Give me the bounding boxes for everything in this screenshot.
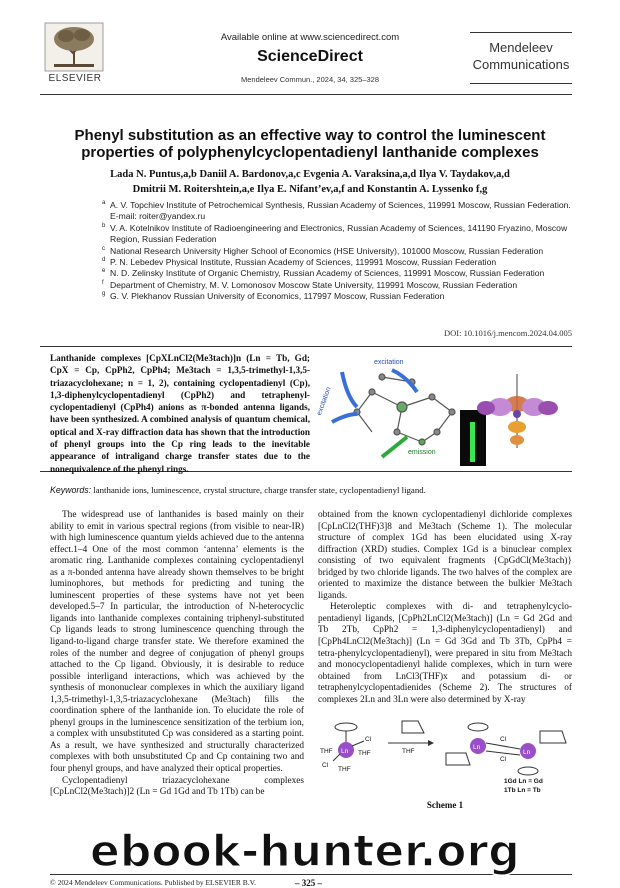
cp-ring <box>335 723 357 731</box>
graphical-abstract-image <box>312 352 574 468</box>
body-column-left <box>50 510 304 799</box>
cp-ring <box>518 767 538 775</box>
affiliation-text: National Research University Higher School of Economics (HSE University), 101000 Moscow, Russian Federation <box>110 245 544 256</box>
keywords <box>50 485 570 495</box>
bond <box>486 751 520 755</box>
excitation-label: excitation <box>315 386 333 417</box>
article-title <box>60 127 560 161</box>
affiliation-item <box>102 268 572 279</box>
copyright-line: © 2024 Mendeleev Communications. Published by ELSEVIER B.V. <box>50 878 256 887</box>
doi-link[interactable]: DOI: 10.1016/j.mencom.2024.04.005 <box>444 328 572 338</box>
affiliation-mark: f <box>102 279 104 286</box>
affiliation-text: A. V. Topchiev Institute of Petrochemical Synthesis, Russian Academy of Sciences, 119991 Moscow, Russian Federation. E-mail: roiter@yandex.ru <box>110 200 571 222</box>
cp-ring <box>468 723 488 731</box>
watermark-text: ebook-hunter.org <box>90 826 520 876</box>
reaction-condition: THF <box>402 748 415 755</box>
legend-1gd: 1Gd Ln = Gd <box>504 778 543 785</box>
thf-label: THF <box>320 748 333 755</box>
authors-line1: Lada N. Puntus,a,b Daniil A. Bardonov,a,c Evgenia A. Varaksina,a,d Ilya V. Taydakov,a,d <box>110 169 510 180</box>
affiliation-mark: d <box>102 257 106 264</box>
emission-arrow <box>382 437 407 457</box>
scheme-caption: Scheme 1 <box>426 800 464 810</box>
bond <box>333 754 340 761</box>
affiliation-text: G. V. Plekhanov Russian University of Economics, 117997 Moscow, Russian Federation <box>110 291 445 302</box>
affiliations <box>102 200 572 303</box>
affiliation-mark: e <box>102 268 106 275</box>
arrowhead <box>428 740 434 746</box>
affiliation-item <box>102 280 572 291</box>
body-column-right <box>318 510 572 706</box>
thf-label: THF <box>338 766 351 773</box>
emission-label: emission <box>408 449 436 456</box>
title-line1: Phenyl substitution as an effective way to control the luminescent <box>74 127 546 144</box>
graphical-abstract-text: Lanthanide complexes [CpXLnCl2(Me3tach)]n (Ln = Tb, Gd; CpX = Cp, CpPh2, CpPh4; Me3tach = 1,3,5-trimethyl-1,3,5-triazacyclohexane; n = 1, 2), containing cyclopentadienyl (Cp), 1,3-diphenylcyclopentadienyl (CpPh2) and tetraphenyl-cyclopentadienyl (CpPh4) anions as π-bonded antenna ligands, have been synthesized. A combined analysis of quantum chemical, optical and X-ray diffraction data has shown that the introduction of phenyl groups into the Cp ring leads to the inevitable appearance of intraligand charge transfer states due to the nonequivalence of the phenyl rings. <box>50 353 310 474</box>
elsevier-tree-logo <box>44 22 104 72</box>
journal-name-box <box>470 32 572 84</box>
me3tach-reagent <box>402 721 424 733</box>
cl-label: Cl <box>365 736 372 743</box>
scheme-1-diagram <box>318 713 572 795</box>
keywords-list: lanthanide ions, luminescence, crystal structure, charge transfer state, cyclopentadienyl ligand. <box>93 485 426 495</box>
keywords-label: Keywords: <box>50 485 92 495</box>
cl-label: Cl <box>500 736 507 743</box>
sciencedirect-brand: ScienceDirect <box>257 48 363 65</box>
affiliation-text: V. A. Kotelnikov Institute of Radioengineering and Electronics, Russian Academy of Sciences, 141190 Fryazino, Moscow Region, Russian Federation <box>110 222 568 245</box>
affiliation-item <box>102 246 572 257</box>
tach-ring <box>540 731 566 743</box>
page-number: – 325 – <box>295 878 322 888</box>
molecule-structure <box>354 374 455 445</box>
available-online <box>190 32 430 43</box>
affiliation-mark: a <box>102 200 106 206</box>
body-paragraph: The widespread use of lanthanides is based mainly on their ability to emit in various spectral regions (from visible to near-IR) with high luminescence quantum yields achieved due to the antenna effect.1–4 One of the most common ‘antenna’ elements is the aromatic ring. Lanthanide complexes containing cyclopentadienyl as a π-bonded antenna have already shown themselves to be bright luminophores, but methods for predicting and tuning the luminescent properties of these systems have not yet been developed.5–7 In particular, the introduction of N-heterocyclic ligands into lanthanide complexes containing triphenyl-substituted Cp ligands leads to strong luminescence quenching through the ligand-to-ligand charge transfer state. We therefore examined the roles of the number and degree of conjugation of phenyl groups attached to the Cp ligand. Obviously, it is desirable to reduce possible interligand interactions, which was achieved by the synthesis of mononuclear complexes in which the auxiliary ligand 1,3,5-trimethyl-1,3,5-triazacyclohexane (Me3tach) fills the coordination sphere of the lanthanide ion. To elucidate the role of phenyl groups in the luminescence sensitization of the terbium ion, a complex with unsubstituted Cp was considered as a starting point. As a result, we have synthesized and structurally characterized complexes with both unsubstituted Cp and Cp containing two and four phenyl groups, and have analyzed their optical properties. <box>50 510 304 775</box>
affiliation-item <box>102 291 572 302</box>
journal-citation: Mendeleev Commun., 2024, 34, 325–328 <box>240 75 379 84</box>
ln-label: Ln <box>341 748 349 755</box>
excitation-arrow <box>332 414 357 422</box>
affiliation-item <box>102 257 572 268</box>
publisher-name: ELSEVIER <box>48 73 102 84</box>
cl-label: Cl <box>322 762 329 769</box>
affiliation-mark: c <box>102 245 105 252</box>
authors-line2: Dmitrii M. Roitershtein,a,e Ilya E. Nifant’ev,a,f and Konstantin A. Lyssenko f,g <box>132 184 488 195</box>
journal-name-line1: Mendeleev <box>489 40 553 55</box>
sciencedirect-link[interactable]: www.sciencedirect.com <box>300 32 400 43</box>
cl-label: Cl <box>500 756 507 763</box>
body-paragraph: Heteroleptic complexes with di- and tetraphenylcyclo-pentadienyl ligands, [CpPh2LnCl2(Me3tach)] (Ln = Gd 2Gd and Tb 2Tb, CpPh2 = 1,3-diphenylcyclopentadienyl) and [CpPh4LnCl2(Me3tach)] (Ln = Gd 3Gd and Tb 3Tb, CpPh4 = tetra-phenylcyclopentadienyl), were prepared in situ from Me3tach and monocyclopentadienyl halide complexes, which in turn were obtained from LnCl3(THF)x and potassium di- or tetraphenylcyclopentadienides (Scheme 2). The structures of complexes 2Ln and 3Ln were also determined by X-ray <box>318 602 572 705</box>
available-text: Available online at <box>220 32 298 43</box>
affiliation-mark: g <box>102 291 106 298</box>
affiliation-mark: b <box>102 222 106 229</box>
orbital-plot <box>477 374 558 448</box>
affiliation-text: Department of Chemistry, M. V. Lomonosov Moscow State University, 119991 Moscow, Russian Federation <box>110 279 518 290</box>
ln-label: Ln <box>523 749 531 756</box>
legend-1tb: 1Tb Ln = Tb <box>504 787 541 794</box>
author-list <box>70 167 550 197</box>
affiliation-text: N. D. Zelinsky Institute of Organic Chemistry, Russian Academy of Sciences, 119991 Moscow, Russian Federation <box>110 268 545 279</box>
tach-ring <box>446 753 470 765</box>
title-line2: properties of polyphenylcyclopentadienyl lanthanide complexes <box>81 144 539 161</box>
bond <box>486 743 520 749</box>
watermark <box>90 826 620 876</box>
journal-name-line2: Communications <box>472 57 570 72</box>
header-divider <box>40 94 572 95</box>
affiliation-item <box>102 200 572 223</box>
excitation-label: excitation <box>374 359 404 366</box>
affiliation-text: P. N. Lebedev Physical Institute, Russian Academy of Sciences, 119991 Moscow, Russian Federation <box>110 257 497 268</box>
excitation-arrow <box>342 372 357 407</box>
body-paragraph: obtained from the known cyclopentadienyl dichloride complexes [CpLnCl2(THF)3]8 and Me3tach (Scheme 1). The molecular structure of complex 1Gd has been elucidated using X-ray diffraction (XRD) studies. Complex 1Gd is a binuclear complex consisting of two equivalent fragments {CpGdCl(Me3tach)} bridged by two chloride ligands. The two halves of the complex are oriented to maximize the distance between the bulkier Me3tach ligands. <box>318 510 572 601</box>
affiliation-item <box>102 223 572 246</box>
bond <box>352 741 364 746</box>
ln-label: Ln <box>473 744 481 751</box>
thf-label: THF <box>358 750 371 757</box>
body-paragraph: Cyclopentadienyl triazacyclohexane complexes [CpLnCl2(Me3tach)]2 (Ln = Gd 1Gd and Tb 1Tb) can be <box>50 775 304 798</box>
